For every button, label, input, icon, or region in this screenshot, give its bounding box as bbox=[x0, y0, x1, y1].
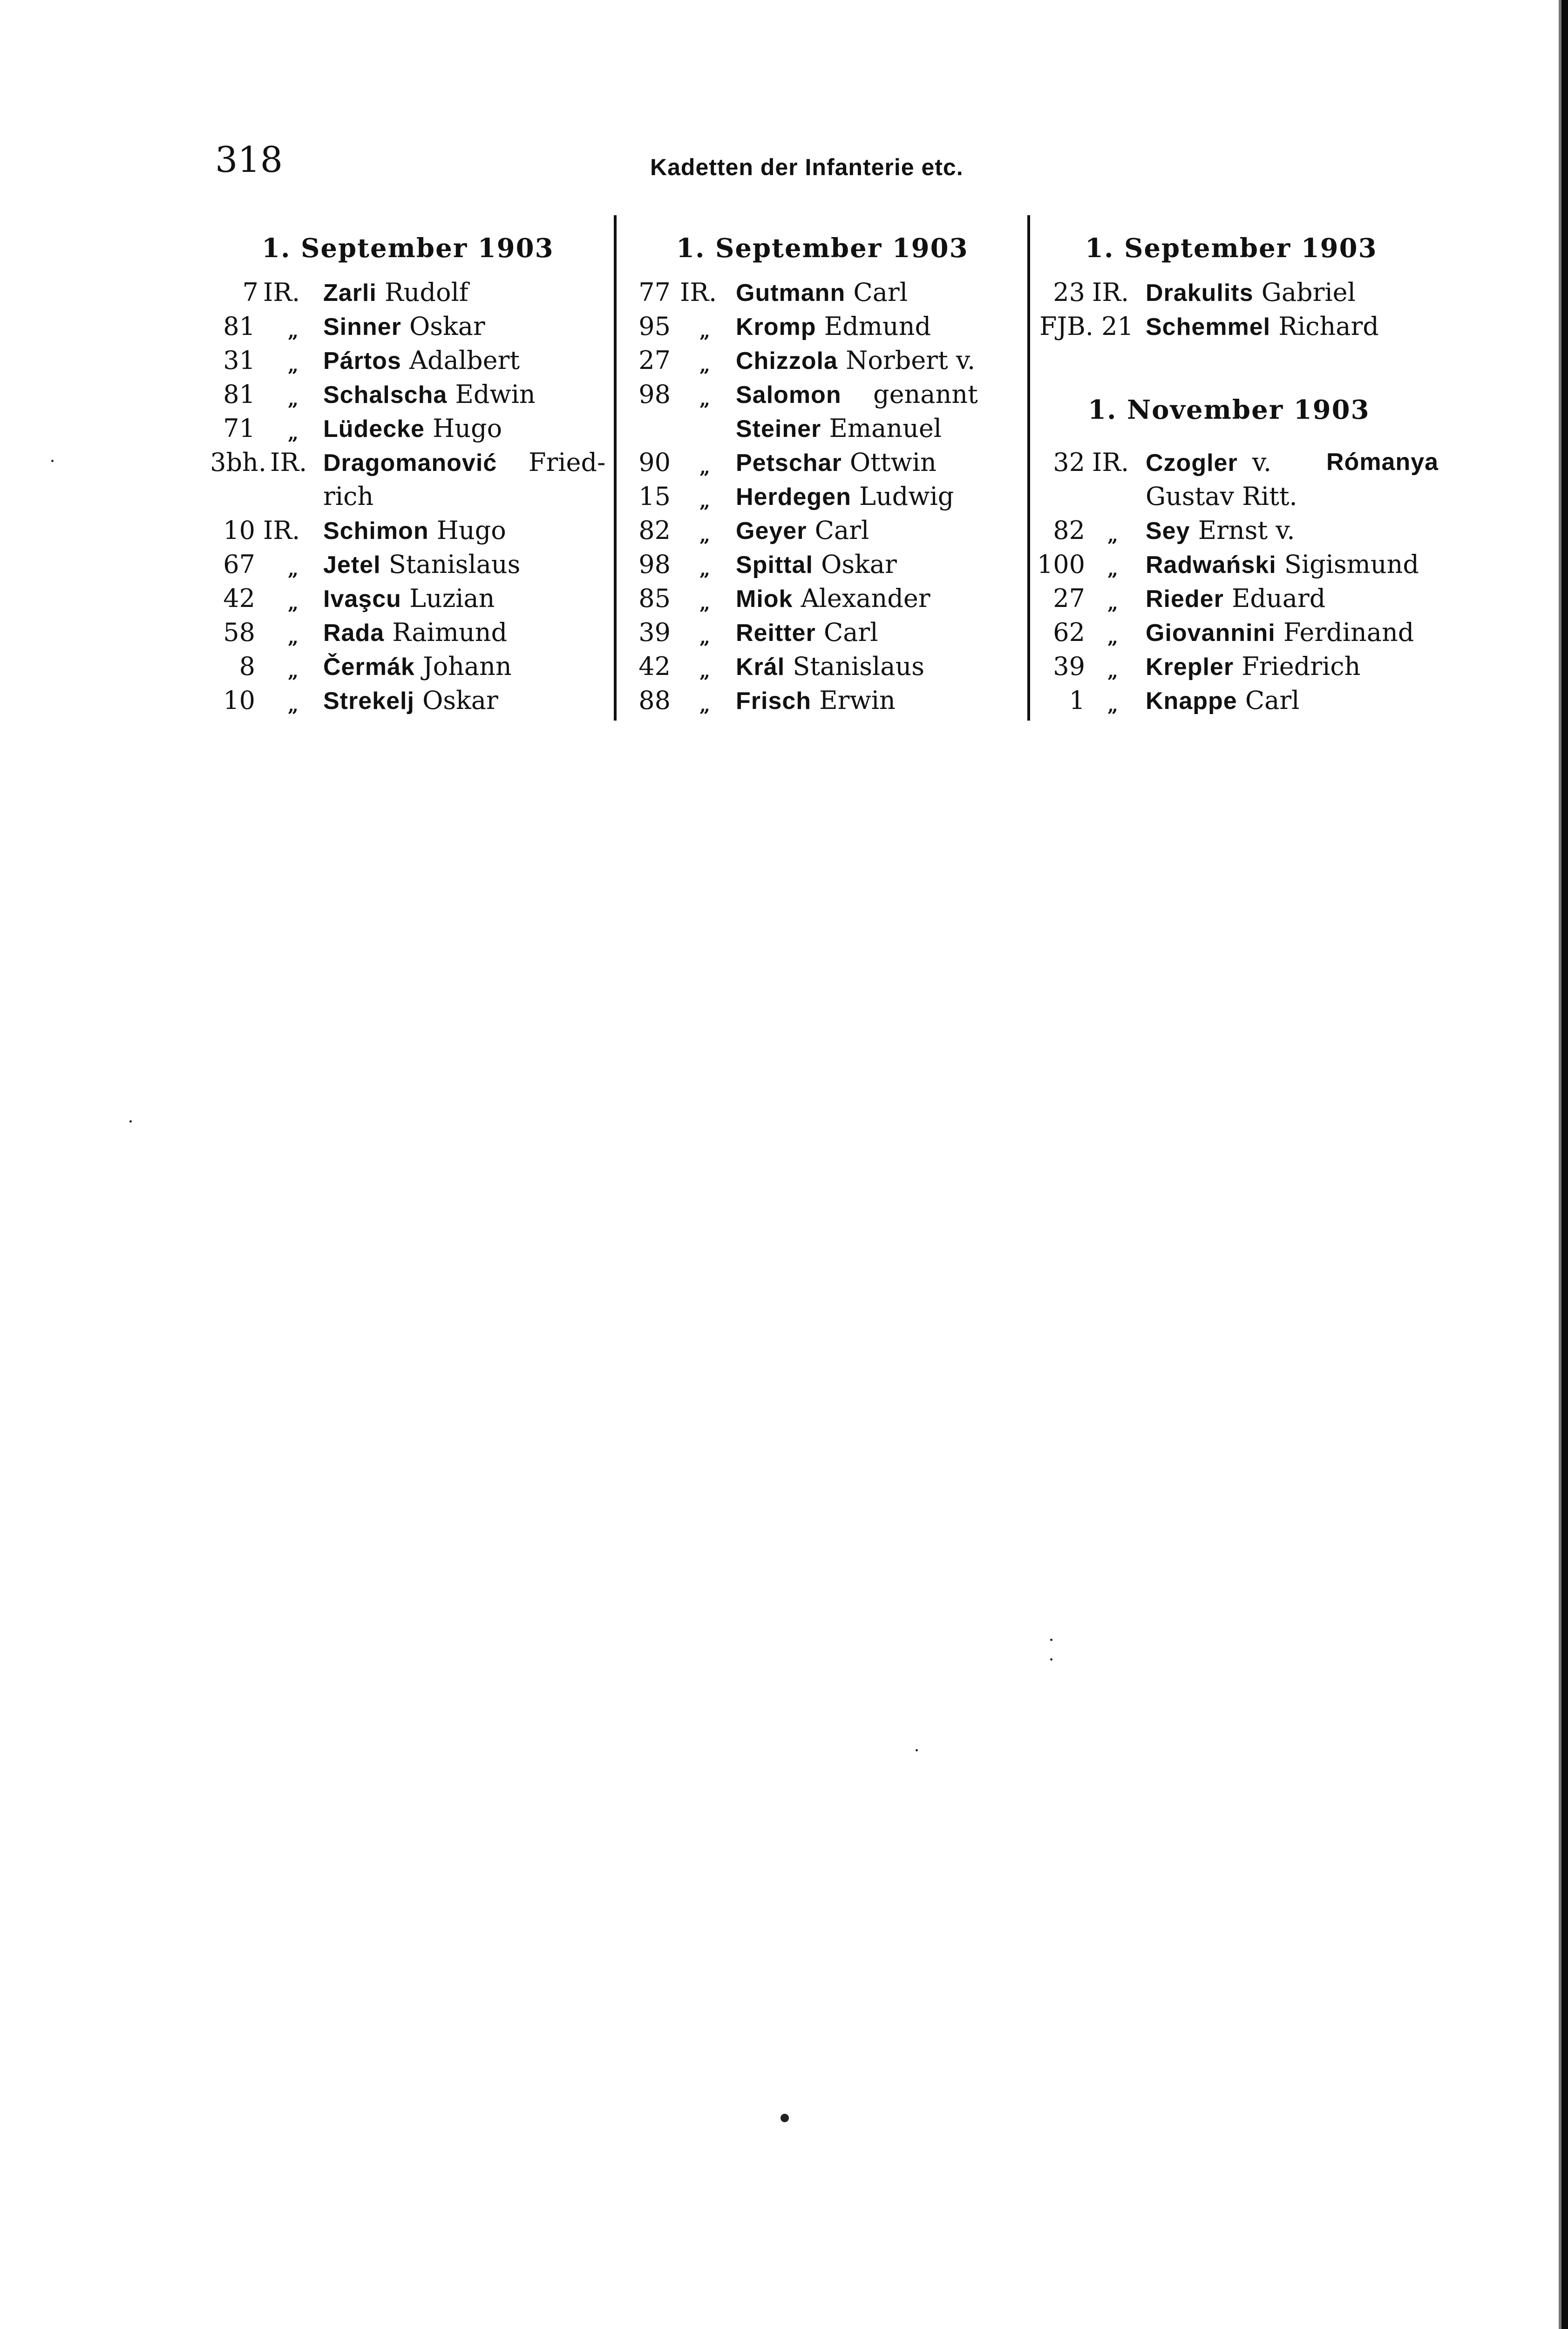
entry-name bbox=[736, 615, 878, 650]
list-item bbox=[619, 683, 896, 717]
surname: Chizzola bbox=[736, 347, 838, 375]
entry-name bbox=[323, 309, 485, 344]
name-continuation: rich bbox=[323, 482, 374, 511]
entry-name bbox=[323, 547, 520, 582]
given-name: Eduard bbox=[1232, 584, 1326, 613]
given-name: Johann bbox=[422, 652, 512, 681]
entry-name bbox=[736, 309, 931, 344]
regiment-number: 81 bbox=[223, 380, 255, 409]
entry-name bbox=[323, 343, 520, 378]
given-name: Carl bbox=[853, 278, 908, 307]
running-title: Kadetten der Infanterie etc. bbox=[650, 154, 964, 180]
list-item bbox=[205, 683, 498, 717]
ditto-mark: „ bbox=[699, 558, 711, 580]
section-heading: 1. September 1903 bbox=[262, 233, 554, 264]
ditto-mark: „ bbox=[699, 388, 711, 410]
name-continuation: genannt bbox=[873, 380, 978, 409]
surname: Strekelj bbox=[323, 688, 414, 715]
unit-label: IR. bbox=[270, 448, 307, 477]
ditto-mark: „ bbox=[288, 661, 299, 682]
list-item bbox=[619, 479, 954, 513]
entry-name bbox=[736, 479, 954, 514]
list-item bbox=[619, 513, 869, 547]
given-name: Sigismund bbox=[1284, 550, 1419, 579]
entry-name bbox=[1146, 615, 1414, 650]
entry-name bbox=[323, 581, 495, 616]
surname: Schemmel bbox=[1146, 313, 1271, 340]
ditto-mark: „ bbox=[699, 592, 711, 614]
ditto-mark: „ bbox=[1107, 695, 1119, 716]
ditto-mark: „ bbox=[1107, 558, 1119, 580]
regiment-number: 67 bbox=[223, 550, 255, 579]
ditto-mark: „ bbox=[288, 320, 299, 342]
surname: Spittal bbox=[736, 552, 813, 579]
surname: Schalscha bbox=[323, 381, 448, 409]
entry-name bbox=[323, 377, 536, 412]
unit-label: IR. bbox=[263, 516, 300, 545]
surname: Geyer bbox=[736, 518, 807, 545]
list-item bbox=[205, 547, 521, 581]
surname: Gutmann bbox=[736, 279, 846, 306]
ditto-mark: „ bbox=[699, 456, 711, 478]
ditto-mark: „ bbox=[1107, 524, 1119, 546]
page-edge bbox=[1561, 0, 1568, 2329]
given-name: Erwin bbox=[819, 686, 896, 715]
regiment-number: 10 bbox=[223, 516, 255, 545]
entry-name bbox=[736, 275, 908, 310]
surname: Schimon bbox=[323, 518, 429, 545]
regiment-number: 100 bbox=[1037, 550, 1085, 579]
list-item bbox=[1034, 547, 1419, 581]
regiment-number: 32 bbox=[1053, 448, 1085, 477]
entry-name bbox=[323, 411, 502, 446]
section-heading: 1. November 1903 bbox=[1088, 395, 1370, 425]
list-item bbox=[619, 377, 978, 411]
given-name: Ottwin bbox=[849, 448, 937, 477]
regiment-number: 98 bbox=[638, 550, 671, 579]
entry-name bbox=[736, 445, 937, 480]
surname: Pártos bbox=[323, 347, 401, 375]
entry-name bbox=[323, 615, 507, 650]
given-name: Ernst v. bbox=[1198, 516, 1295, 545]
given-name: Hugo bbox=[436, 516, 506, 545]
page-number: 318 bbox=[215, 139, 283, 180]
regiment-number: 23 bbox=[1053, 278, 1085, 307]
given-name: Alexander bbox=[801, 584, 930, 613]
unit-label: IR. bbox=[1092, 448, 1129, 477]
surname: Herdegen bbox=[736, 484, 851, 511]
surname: Dragomanović bbox=[323, 449, 497, 477]
surname: Frisch bbox=[736, 688, 812, 715]
paper-speck bbox=[129, 1120, 132, 1123]
paper-speck bbox=[781, 2114, 789, 2122]
entry-name bbox=[1146, 649, 1360, 684]
paper-speck bbox=[1050, 1658, 1052, 1661]
list-item bbox=[205, 377, 536, 411]
regiment-number: 85 bbox=[638, 584, 671, 613]
unit-label: IR. bbox=[1092, 278, 1129, 307]
surname: Salomon bbox=[736, 381, 842, 409]
entry-name bbox=[323, 275, 468, 310]
ditto-mark: „ bbox=[699, 524, 711, 546]
ditto-mark: „ bbox=[288, 592, 299, 614]
list-item bbox=[205, 649, 512, 683]
regiment-number: 42 bbox=[638, 652, 671, 681]
surname: Lüdecke bbox=[323, 415, 425, 443]
regiment-number: 95 bbox=[638, 312, 671, 341]
surname: Zarli bbox=[323, 279, 377, 306]
given-name: Ferdinand bbox=[1283, 618, 1414, 647]
regiment-number: 42 bbox=[223, 584, 255, 613]
entry-name bbox=[736, 683, 896, 718]
list-item bbox=[619, 615, 878, 649]
regiment-number: 8 bbox=[239, 652, 255, 681]
ditto-mark: „ bbox=[699, 695, 711, 716]
given-name: Stanislaus bbox=[388, 550, 521, 579]
entry-name bbox=[1146, 309, 1379, 344]
entry-name bbox=[736, 649, 924, 684]
regiment-number: FJB. 21 bbox=[1039, 312, 1134, 341]
entry-name bbox=[323, 513, 506, 548]
list-item bbox=[1034, 649, 1361, 683]
regiment-number: 39 bbox=[638, 618, 671, 647]
regiment-number: 77 bbox=[638, 278, 671, 307]
surname: Miok bbox=[736, 586, 793, 613]
paper-speck bbox=[51, 460, 54, 462]
surname: Jetel bbox=[323, 552, 381, 579]
regiment-number: 82 bbox=[638, 516, 671, 545]
list-item bbox=[1034, 581, 1326, 615]
ditto-mark: „ bbox=[699, 490, 711, 512]
list-item bbox=[205, 411, 502, 445]
list-item bbox=[1034, 683, 1300, 717]
ditto-mark: „ bbox=[699, 661, 711, 682]
regiment-number: 27 bbox=[638, 346, 671, 375]
ditto-mark: „ bbox=[288, 695, 299, 716]
regiment-number: 81 bbox=[223, 312, 255, 341]
entry-name bbox=[736, 581, 930, 616]
given-name: Edmund bbox=[824, 312, 931, 341]
entry-name bbox=[323, 683, 498, 718]
regiment-number: 27 bbox=[1053, 584, 1085, 613]
entry-name bbox=[1146, 683, 1299, 718]
given-name: Carl bbox=[815, 516, 869, 545]
unit-label: IR. bbox=[263, 278, 300, 307]
surname: Ivaşcu bbox=[323, 586, 401, 613]
given-name: Hugo bbox=[433, 414, 502, 443]
regiment-number: 10 bbox=[223, 686, 255, 715]
regiment-number: 58 bbox=[223, 618, 255, 647]
list-item bbox=[205, 581, 495, 615]
given-name: Carl bbox=[1245, 686, 1300, 715]
regiment-number: 7 bbox=[242, 278, 258, 307]
entry-name bbox=[736, 377, 842, 412]
ditto-mark: „ bbox=[288, 627, 299, 648]
list-item bbox=[619, 581, 930, 615]
regiment-number: 31 bbox=[223, 346, 255, 375]
surname: Rada bbox=[323, 620, 385, 647]
given-name: Raimund bbox=[392, 618, 508, 647]
column-divider-1 bbox=[614, 215, 617, 721]
surname: Drakulits bbox=[1146, 279, 1254, 306]
list-item bbox=[619, 445, 937, 479]
given-name: Norbert v. bbox=[846, 346, 976, 375]
list-item bbox=[205, 343, 520, 377]
given-name: Oskar bbox=[821, 550, 897, 579]
given-name: Oskar bbox=[422, 686, 498, 715]
list-item bbox=[205, 309, 485, 343]
ditto-mark: „ bbox=[1107, 661, 1119, 682]
surname: Giovannini bbox=[1146, 620, 1276, 647]
given-name: Stanislaus bbox=[793, 652, 924, 681]
name-continuation: Gustav Ritt. bbox=[1146, 482, 1297, 511]
paper-speck bbox=[916, 1749, 918, 1751]
ditto-mark: „ bbox=[288, 558, 299, 580]
entry-name bbox=[1146, 513, 1295, 548]
list-item bbox=[619, 649, 924, 683]
ditto-mark: „ bbox=[288, 388, 299, 410]
name-continuation bbox=[736, 411, 942, 446]
surname: Kromp bbox=[736, 313, 816, 340]
given-name: Ludwig bbox=[859, 482, 954, 511]
entry-name bbox=[736, 513, 869, 548]
unit-label: IR. bbox=[680, 278, 717, 307]
entry-name bbox=[1146, 275, 1356, 310]
list-item bbox=[619, 547, 897, 581]
name-continuation: Rómanya bbox=[1326, 449, 1439, 476]
surname: Steiner bbox=[736, 415, 821, 443]
regiment-number: 90 bbox=[638, 448, 671, 477]
given-name: Edwin bbox=[455, 380, 536, 409]
surname: Knappe bbox=[1146, 688, 1237, 715]
list-item bbox=[205, 615, 508, 649]
given-name: Richard bbox=[1278, 312, 1379, 341]
entry-name bbox=[1146, 547, 1419, 582]
ditto-mark: „ bbox=[288, 422, 299, 444]
given-name: Friedrich bbox=[1242, 652, 1361, 681]
list-item bbox=[1034, 615, 1414, 649]
column-divider-2 bbox=[1027, 215, 1030, 721]
given-name: Luzian bbox=[409, 584, 495, 613]
entry-name bbox=[323, 445, 497, 480]
regiment-number: 15 bbox=[638, 482, 671, 511]
surname: Krepler bbox=[1146, 654, 1234, 681]
regiment-number: 39 bbox=[1053, 652, 1085, 681]
regiment-number: 82 bbox=[1053, 516, 1085, 545]
entry-name bbox=[323, 649, 512, 684]
regiment-number: 1 bbox=[1069, 686, 1085, 715]
regiment-number: 98 bbox=[638, 380, 671, 409]
given-name: Rudolf bbox=[385, 278, 468, 307]
surname: Rieder bbox=[1146, 586, 1224, 613]
section-heading: 1. September 1903 bbox=[676, 233, 969, 264]
entry-name bbox=[1146, 581, 1325, 616]
entry-name bbox=[736, 547, 897, 582]
paper-speck bbox=[1050, 1639, 1052, 1641]
surname: Czogler bbox=[1146, 449, 1238, 477]
regiment-number: 3bh. bbox=[210, 448, 266, 477]
given-name: Adalbert bbox=[409, 346, 520, 375]
regiment-number: 62 bbox=[1053, 618, 1085, 647]
ditto-mark: „ bbox=[699, 627, 711, 648]
ditto-mark: „ bbox=[288, 354, 299, 376]
ditto-mark: „ bbox=[699, 320, 711, 342]
ditto-mark: „ bbox=[1107, 592, 1119, 614]
given-name: Oskar bbox=[409, 312, 485, 341]
section-heading: 1. September 1903 bbox=[1085, 233, 1378, 264]
list-item bbox=[619, 309, 931, 343]
surname: Sinner bbox=[323, 313, 401, 340]
regiment-number: 71 bbox=[223, 414, 255, 443]
entry-name bbox=[1146, 445, 1271, 480]
surname: Radwański bbox=[1146, 552, 1276, 579]
surname: Reitter bbox=[736, 620, 816, 647]
name-continuation: Fried- bbox=[529, 448, 606, 477]
given-name: Emanuel bbox=[829, 414, 942, 443]
list-item bbox=[1034, 513, 1295, 547]
regiment-number: 88 bbox=[638, 686, 671, 715]
ditto-mark: „ bbox=[699, 354, 711, 376]
given-name: v. bbox=[1252, 448, 1272, 477]
ditto-mark: „ bbox=[1107, 627, 1119, 648]
given-name: Gabriel bbox=[1261, 278, 1356, 307]
surname: Petschar bbox=[736, 449, 842, 477]
surname: Král bbox=[736, 654, 785, 681]
surname: Čermák bbox=[323, 654, 415, 681]
surname: Sey bbox=[1146, 518, 1190, 545]
given-name: Carl bbox=[823, 618, 878, 647]
list-item bbox=[619, 343, 976, 377]
entry-name bbox=[736, 343, 975, 378]
